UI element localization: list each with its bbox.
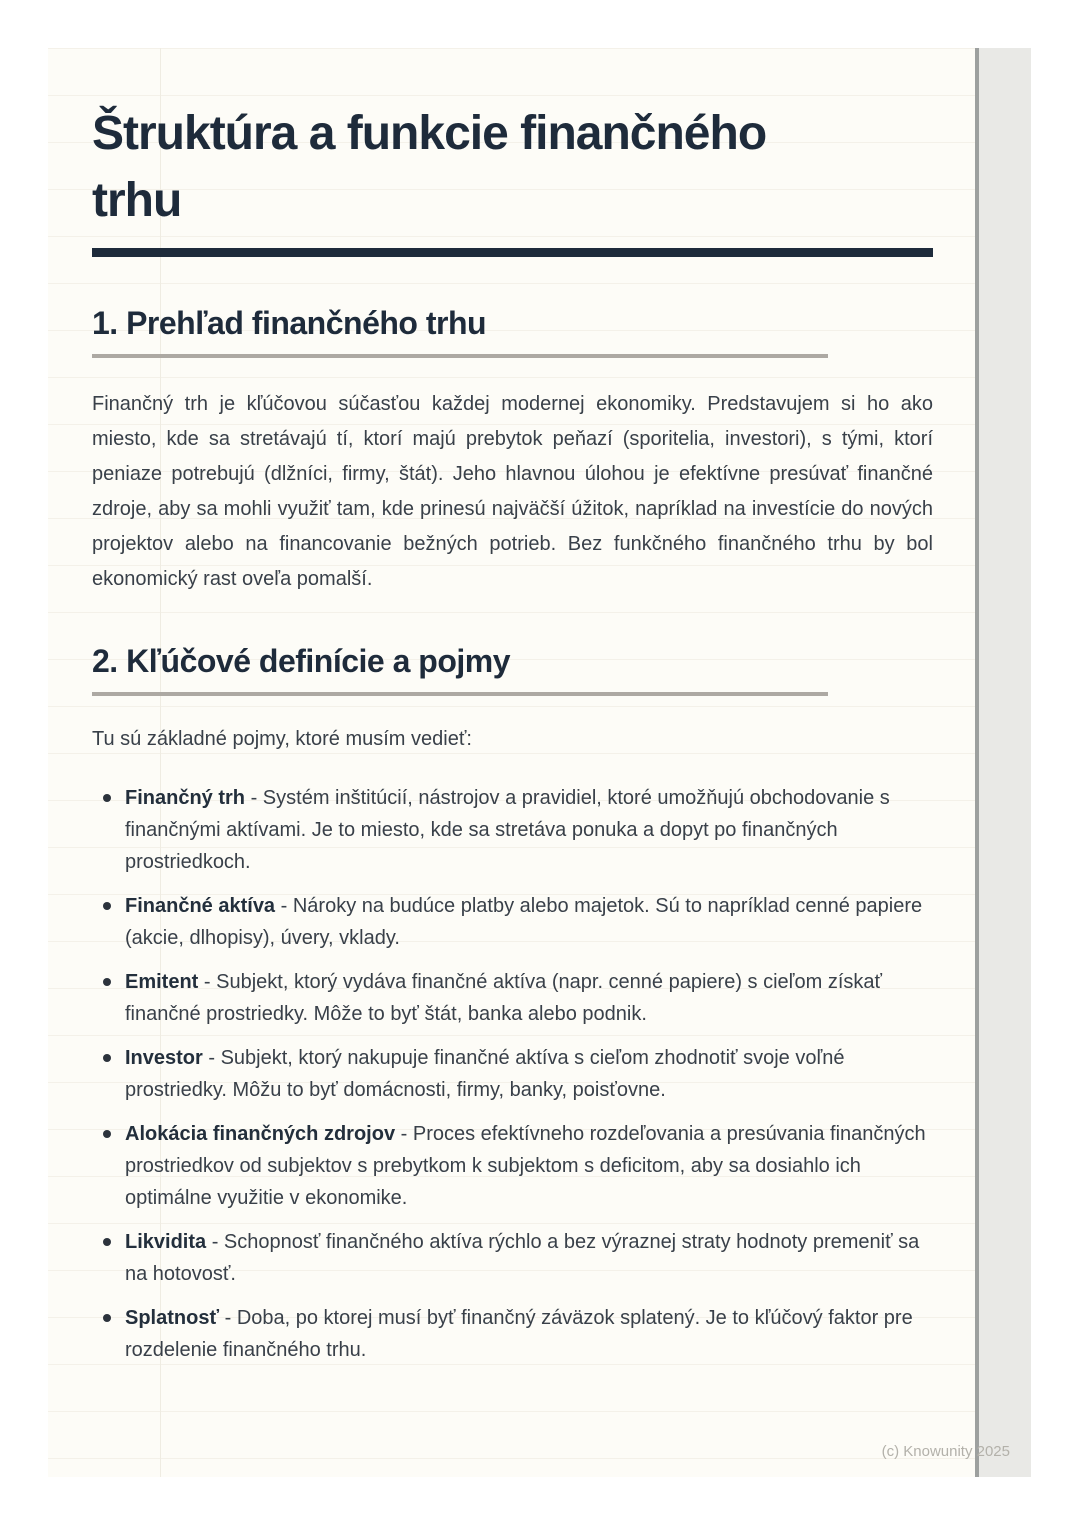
term-name: Emitent	[125, 971, 199, 993]
bullet-icon	[103, 794, 111, 802]
term-separator: -	[275, 895, 293, 917]
term-definition: Subjekt, ktorý nakupuje finančné aktíva s cieľom zhodnotiť svoje voľné prostriedky. Môžu to byť domácnosti, firmy, banky, poisťovne.	[125, 1047, 845, 1101]
term-list-item	[92, 1118, 933, 1214]
term-name: Splatnosť	[125, 1307, 220, 1329]
term-list-item	[92, 782, 933, 878]
bullet-icon	[103, 1054, 111, 1062]
section-2-intro: Tu sú základné pojmy, ktoré musím vedieť:	[92, 728, 472, 750]
term-separator: -	[202, 1047, 221, 1069]
term-list-item	[92, 1302, 933, 1366]
term-list-item	[92, 1226, 933, 1290]
term-list-item	[92, 966, 933, 1030]
term-separator: -	[245, 787, 263, 809]
term-definition: Subjekt, ktorý vydáva finančné aktíva (napr. cenné papiere) s cieľom získať finančné prostriedky. Môže to byť štát, banka alebo podnik.	[125, 971, 883, 1025]
term-definition: Nároky na budúce platby alebo majetok. Sú to napríklad cenné papiere (akcie, dlhopisy), úvery, vklady.	[125, 895, 923, 949]
scrollbar-track[interactable]	[975, 48, 1031, 1477]
document-page	[48, 48, 975, 1477]
term-name: Investor	[125, 1047, 203, 1069]
term-name: Likvidita	[125, 1231, 207, 1253]
term-definition: Schopnosť finančného aktíva rýchlo a bez výraznej straty hodnoty premeniť sa na hotovosť.	[125, 1231, 920, 1285]
term-separator: -	[206, 1231, 224, 1253]
section-1-heading: 1. Prehľad finančného trhu	[92, 305, 487, 341]
section-2-heading: 2. Kľúčové definície a pojmy	[92, 643, 511, 679]
term-separator: -	[198, 971, 217, 993]
term-list-item	[92, 890, 933, 954]
bullet-icon	[103, 978, 111, 986]
term-separator: -	[395, 1123, 413, 1145]
bullet-icon	[103, 1314, 111, 1322]
copyright-watermark: (c) Knowunity 2025	[881, 1443, 1010, 1460]
term-definition: Doba, po ktorej musí byť finančný záväzok splatený. Je to kľúčový faktor pre rozdelenie finančného trhu.	[125, 1307, 913, 1361]
term-name: Finančné aktíva	[125, 895, 276, 917]
term-definition: Proces efektívneho rozdeľovania a presúvania finančných prostriedkov od subjektov s prebytkom k subjektom s deficitom, aby sa dosiahlo ich optimálne využitie v ekonomike.	[125, 1123, 926, 1209]
bullet-icon	[103, 902, 111, 910]
bullet-icon	[103, 1130, 111, 1138]
term-name: Finančný trh	[125, 787, 246, 809]
title-divider	[92, 248, 933, 257]
section-1-divider	[92, 354, 828, 358]
term-definition: Systém inštitúcií, nástrojov a pravidiel, ktoré umožňujú obchodovanie s finančnými aktívami. Je to miesto, kde sa stretáva ponuka a dopyt po finančných prostriedkoch.	[125, 787, 890, 873]
term-list-item	[92, 1042, 933, 1106]
page-content	[48, 48, 933, 1366]
bullet-icon	[103, 1238, 111, 1246]
term-separator: -	[219, 1307, 237, 1329]
term-name: Alokácia finančných zdrojov	[125, 1123, 396, 1145]
section-1-paragraph: Finančný trh je kľúčovou súčasťou každej modernej ekonomiky. Predstavujem si ho ako miesto, kde sa stretávajú tí, ktorí majú prebytok peňazí (sporitelia, investori), s tými, ktorí peniaze potrebujú (dlžníci, firmy, štát). Jeho hlavnou úlohou je efektívne presúvať finančné zdroje, aby sa mohli využiť tam, kde prinesú najväčší úžitok, napríklad na investície do nových projektov alebo na financovanie bežných potrieb. Bez funkčného finančného trhu by bol ekonomický rast oveľa pomalší.	[92, 393, 933, 590]
section-2-divider	[92, 692, 828, 696]
term-list	[92, 782, 933, 1366]
page-title: Štruktúra a funkcie finančného trhu	[92, 107, 767, 227]
